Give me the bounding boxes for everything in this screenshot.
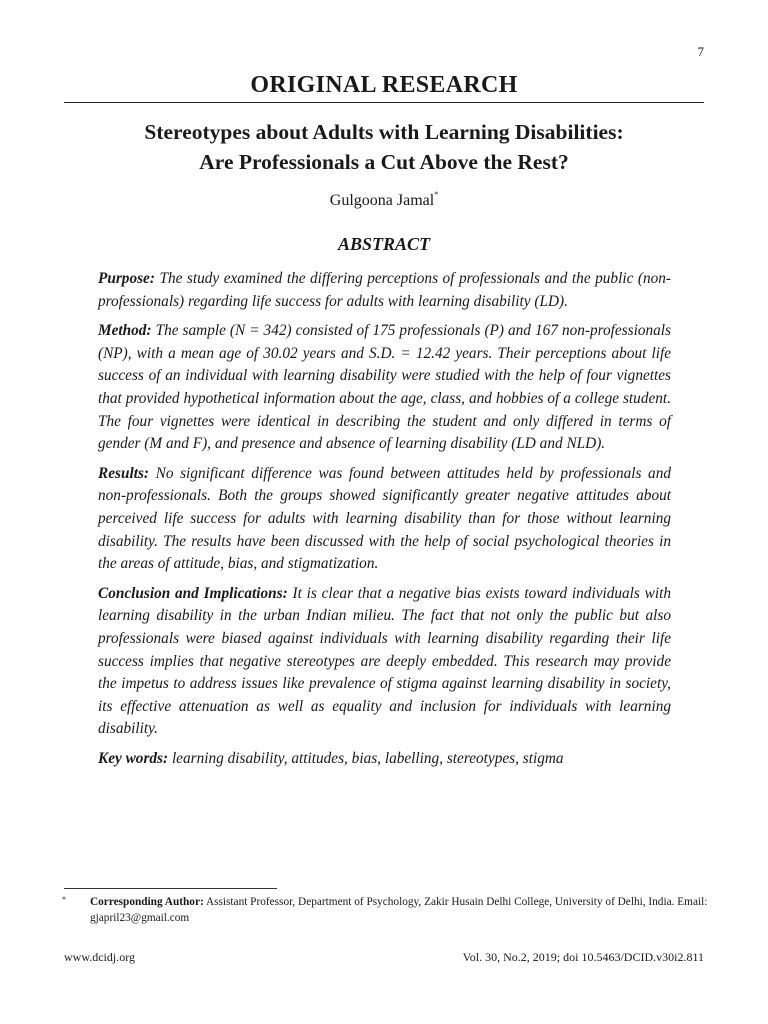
- method-label: Method:: [98, 322, 152, 340]
- author-line: [64, 190, 704, 210]
- conclusion-text: It is clear that a negative bias exists toward individuals with learning disability in the urban Indian milieu. The fact that not only the public but also professionals were biased against individuals with learning disability regarding their life success implies that negative stereotypes are deeply embedded. This research may provide the impetus to address issues like prevalence of stigma against learning disability in society, its effective attenuation as well as equality and inclusion for individuals with learning disability.: [98, 584, 671, 738]
- results-text: No significant difference was found between attitudes held by professionals and non-professionals. Both the groups showed significantly greater negative attitudes about perceived life success for adults with learning disability than for those without learning disability. The results have been discussed with the help of social psychological theories in the areas of attitude, bias, and stigmatization.: [98, 464, 672, 573]
- abstract-body: [98, 268, 671, 777]
- abstract-purpose: [98, 268, 671, 313]
- footnote-text-block: [62, 894, 712, 926]
- footnote-label: Corresponding Author:: [90, 896, 204, 908]
- conclusion-label: Conclusion and Implications:: [98, 584, 288, 602]
- section-label: ORIGINAL RESEARCH: [250, 72, 518, 98]
- author-footnote-mark: *: [434, 190, 439, 199]
- abstract-conclusion: [98, 583, 671, 741]
- corresponding-author-footnote: [62, 894, 712, 926]
- keywords-label: Key words:: [98, 749, 169, 767]
- abstract-heading: ABSTRACT: [337, 234, 431, 254]
- method-text: The sample (N = 342) consisted of 175 professionals (P) and 167 non-professionals (NP), with a mean age of 30.02 years and S.D. = 12.42 years. Their perceptions about life success of an individual with learning disability were studied with the help of four vignettes that provided hypothetical information about the age, class, and hobbies of a college student. The four vignettes were identical in describing the student and only differed in terms of gender (M and F), and presence and absence of learning disability (LD and NLD).: [98, 322, 672, 453]
- abstract-results: [98, 463, 671, 576]
- purpose-text: The study examined the differing perceptions of professionals and the public (non-professionals) regarding life success for adults with learning disability (LD).: [98, 270, 672, 310]
- abstract-keywords: [98, 748, 671, 771]
- keywords-text: learning disability, attitudes, bias, labelling, stereotypes, stigma: [171, 749, 564, 767]
- author-name: Gulgoona Jamal: [329, 192, 435, 209]
- footnote-text: Assistant Professor, Department of Psychology, Zakir Husain Delhi College, University of Delhi, India. Email: gjapril23@gmail.com: [90, 896, 708, 924]
- page-number: 7: [697, 44, 704, 59]
- abstract-method: [98, 320, 671, 456]
- title-line-1: Stereotypes about Adults with Learning Disabilities:: [144, 120, 624, 144]
- footnote-marker: *: [62, 895, 66, 904]
- title-line-2: Are Professionals a Cut Above the Rest?: [199, 150, 569, 174]
- purpose-label: Purpose:: [98, 270, 155, 287]
- results-label: Results:: [98, 464, 149, 482]
- footnote-rule: [64, 888, 277, 889]
- footer-citation: Vol. 30, No.2, 2019; doi 10.5463/DCID.v30i2.811: [462, 950, 704, 964]
- article-title: [64, 117, 704, 177]
- footer-website: www.dcidj.org: [64, 950, 135, 964]
- header-rule: [64, 102, 704, 103]
